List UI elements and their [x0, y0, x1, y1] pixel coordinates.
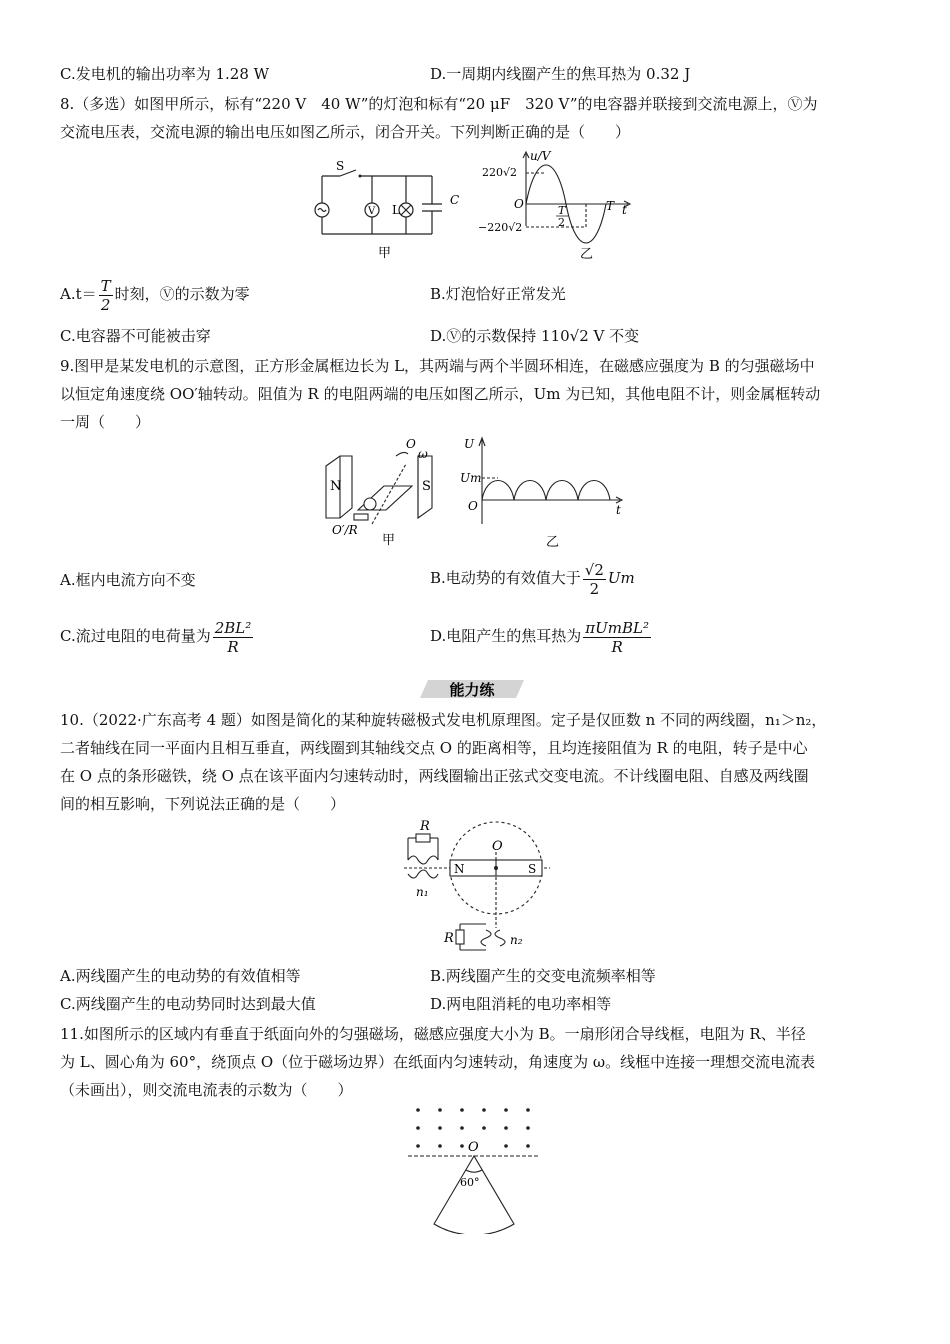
q9-voltage-graph [458, 434, 630, 550]
q9-b-suffix: Um [607, 569, 635, 587]
n1-label: n₁ [416, 885, 429, 899]
q9-option-a: A.框内电流方向不变 [60, 571, 196, 589]
u-axis-label: u/V [530, 149, 551, 163]
q8-voltage-graph [478, 148, 638, 264]
q10-generator-figure [400, 816, 560, 960]
q10-option-a: A.两线圈产生的电动势的有效值相等 [60, 967, 301, 985]
q9-b-prefix: B.电动势的有效值大于 [430, 569, 581, 587]
magnet-n-label: N [454, 862, 465, 876]
angle-label: 60° [460, 1176, 480, 1189]
n2-label: n₂ [510, 933, 523, 947]
q10-stem-line4: 间的相互影响，下列说法正确的是（ ） [60, 795, 346, 813]
axis-o-label: O [406, 437, 416, 451]
q8-option-a-suffix: 时刻，Ⓥ的示数为零 [114, 285, 250, 303]
q9-b-den: 2 [589, 579, 600, 598]
q8-option-a-prefix: A.t＝ [60, 285, 97, 303]
peak-label: 220√2 [482, 166, 518, 179]
q10-stem-line3: 在 O 点的条形磁铁，绕 O 点在该平面内匀速转动时，两线圈输出正弦式交变电流。不计线圈电阻、自感及两线圈 [60, 767, 809, 785]
q11-stem-line3: （未画出），则交流电流表的示数为（ ） [60, 1081, 353, 1099]
q9-fig-jia-caption: 甲 [382, 533, 396, 548]
q11-stem-line1: 11.如图所示的区域内有垂直于纸面向外的匀强磁场，磁感应强度大小为 B。一扇形闭合导线框，电阻为 R、半径 [60, 1025, 806, 1043]
q8-option-c: C.电容器不可能被击穿 [60, 327, 211, 345]
q8-stem-line2: 交流电压表，交流电源的输出电压如图乙所示，闭合开关。下列判断正确的是（ ） [60, 123, 631, 141]
t-axis-label: t [616, 503, 621, 517]
q9-d-fraction [583, 619, 651, 656]
omega-label: ω [418, 447, 428, 461]
q10-option-d: D.两电阻消耗的电功率相等 [430, 995, 612, 1013]
q11-stem-line2: 为 L、圆心角为 60°，绕顶点 O（位于磁场边界）在纸面内匀速转动，角速度为 ω。线框中连接一理想交流电流表 [60, 1053, 816, 1071]
u-axis-label: U [464, 437, 475, 451]
q9-option-c [60, 614, 255, 658]
q9-stem-line1: 9.图甲是某发电机的示意图，正方形金属框边长为 L，其两端与两个半圆环相连，在磁感应强度为 B 的匀强磁场中 [60, 357, 815, 375]
q9-d-den: R [611, 637, 623, 656]
q8-stem-line1: 8.（多选）如图甲所示，标有“220 V 40 W”的灯泡和标有“20 μF 320 V”的电容器并联接到交流电源上，Ⓥ为 [60, 95, 818, 113]
q10-option-b: B.两线圈产生的交变电流频率相等 [430, 967, 656, 985]
voltmeter-label: V [368, 206, 376, 217]
q9-option-d [430, 614, 653, 658]
q9-fig-yi-caption: 乙 [546, 535, 560, 550]
fig-jia-caption: 甲 [378, 246, 392, 261]
q8-a-den: 2 [100, 295, 111, 314]
magnet-s-label: S [528, 862, 537, 876]
r1-label: R [420, 819, 430, 834]
vertex-o-label: O [468, 1140, 479, 1155]
q9-b-fraction [583, 561, 606, 598]
neg-peak-label: −220√2 [478, 221, 523, 234]
lamp-label: L [392, 203, 400, 217]
q9-b-num: √2 [584, 560, 604, 579]
q9-d-prefix: D.电阻产生的焦耳热为 [430, 627, 582, 645]
q9-generator-figure [322, 436, 452, 548]
switch-label: S [336, 159, 345, 173]
um-label: Um [460, 471, 482, 485]
q9-option-b [430, 556, 635, 600]
q9-c-prefix: C.流过电阻的电荷量为 [60, 627, 211, 645]
o-prime-r-label: O′/R [332, 523, 358, 537]
capacitor-label: C [450, 193, 460, 207]
option-d-prev: D.一周期内线圈产生的焦耳热为 0.32 J [430, 65, 691, 83]
q8-circuit-figure [310, 158, 480, 264]
section-title: 能力练 [449, 681, 495, 699]
q9-stem-line3: 一周（ ） [60, 413, 151, 431]
half-t-den: 2 [558, 216, 565, 229]
q9-d-num: πUmBL² [585, 618, 649, 637]
period-label: T [606, 199, 615, 213]
q9-stem-line2: 以恒定角速度绕 OO′轴转动。阻值为 R 的电阻两端的电压如图乙所示，Um 为已知，其他电阻不计，则金属框转动 [60, 385, 821, 403]
q8-option-a [60, 272, 250, 316]
q9-c-den: R [227, 637, 239, 656]
q10-stem-line1: 10.（2022·广东高考 4 题）如图是简化的某种旋转磁极式发电机原理图。定子是仅匝数 n 不同的两线圈，n₁＞n₂， [60, 711, 827, 729]
q10-stem-line2: 二者轴线在同一平面内且相互垂直，两线圈到其轴线交点 O 的距离相等，且均连接阻值为 R 的电阻，转子是中心 [60, 739, 808, 757]
option-c-prev: C.发电机的输出功率为 1.28 W [60, 65, 270, 83]
half-t-num: T [558, 204, 566, 217]
r2-label: R [444, 931, 454, 946]
origin-label: O [514, 197, 524, 211]
q8-a-num: T [100, 276, 111, 295]
t-axis-label: t [622, 203, 627, 217]
q10-option-c: C.两线圈产生的电动势同时达到最大值 [60, 995, 316, 1013]
q9-c-fraction [213, 619, 254, 656]
south-pole-label: S [422, 479, 431, 494]
q8-option-b: B.灯泡恰好正常发光 [430, 285, 566, 303]
q8-option-a-fraction [99, 277, 113, 314]
section-badge [420, 676, 530, 702]
origin-label: O [468, 499, 478, 513]
center-o-label: O [492, 839, 503, 854]
q9-c-num: 2BL² [214, 618, 252, 637]
fig-yi-caption: 乙 [580, 247, 594, 262]
q8-option-d: D.Ⓥ的示数保持 110√2 V 不变 [430, 327, 640, 345]
q11-sector-figure [404, 1098, 544, 1234]
north-pole-label: N [330, 479, 342, 494]
